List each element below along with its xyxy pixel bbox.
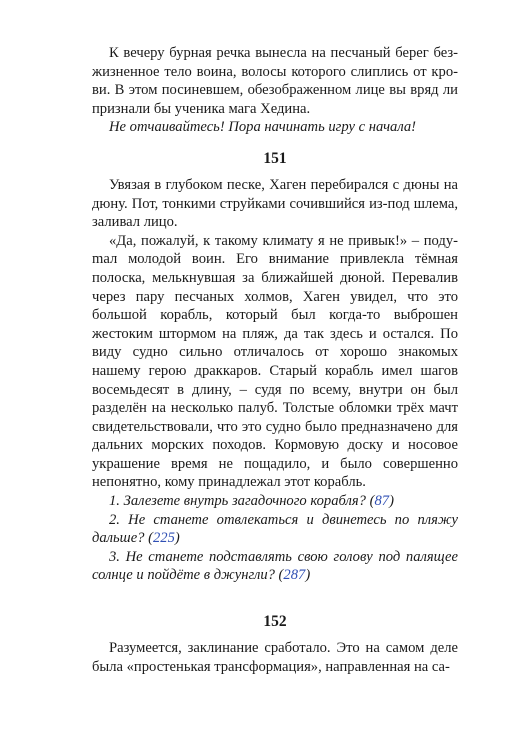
choice-3-close: ) — [305, 567, 311, 584]
choice-3-text: 3. Не станете подставлять свою голову под палящее солнце и пойдёте в джунгли? ( — [92, 548, 458, 584]
choice-2 — [92, 511, 458, 548]
choice-1-close: ) — [389, 493, 394, 510]
choice-2-close: ) — [174, 530, 180, 547]
choice-3 — [92, 548, 458, 585]
book-page — [92, 44, 458, 676]
choice-2-link[interactable]: 225 — [152, 530, 175, 547]
choice-3-link[interactable]: 287 — [283, 567, 306, 584]
section-151-paragraph-1: Увязая в глубоком песке, Хаген перебирался с дюны на дюну. Пот, тонкими струйками сочившийся из-под шлема, заливал лицо. — [92, 176, 458, 231]
choice-1-text: 1. Залезете внутрь загадочного корабля? ( — [109, 493, 375, 510]
section-152-paragraph: Разумеется, заклинание сработало. Это на самом деле была «простенькая трансформация», направленная на са- — [92, 640, 458, 675]
section-151-paragraph-2: «Да, пожалуй, к такому климату я не привык!» – подуmал молодой воин. Его внимание привлекла тёмная полоска, мелькнувшая за ближайшей дюной. Перевалив через пару песчаных холмов, Хаген увидел, что это большой корабль, который был когда-то выброшен жестоким штормом на пляж, да так здесь и остался. По виду судно сильно отличалось от хорошо знакомых нашему герою драккаров. Старый корабль имел шагов восемьдесят в длину, – судя по всему, внутри он был разделён на несколько палуб. Толстые обломки трёх мачт свидетельствовали, что это судно было предназначено для дальних морских походов. Кормовую доску и носовое украшение время не пощадило, и было совершенно непонятно, кому принадлежал этот корабль. — [92, 232, 458, 491]
section-number-152: 152 — [263, 613, 287, 631]
choice-1 — [92, 492, 458, 511]
section-number-151: 151 — [263, 149, 287, 167]
intro-paragraph: К вечеру бурная речка вынесла на песчаный берег безжизненное тело воина, волосы которого слиплись от крови. В этом посиневшем, обезображенном лице вы вряд ли признали бы ученика мага Хедина. — [92, 45, 458, 117]
choice-1-link[interactable]: 87 — [374, 493, 390, 510]
outcome-text: Не отчаивайтесь! Пора начинать игру с начала! — [109, 119, 417, 136]
choice-2-text: 2. Не станете отвлекаться и двинетесь по пляжу дальше? ( — [92, 511, 458, 547]
